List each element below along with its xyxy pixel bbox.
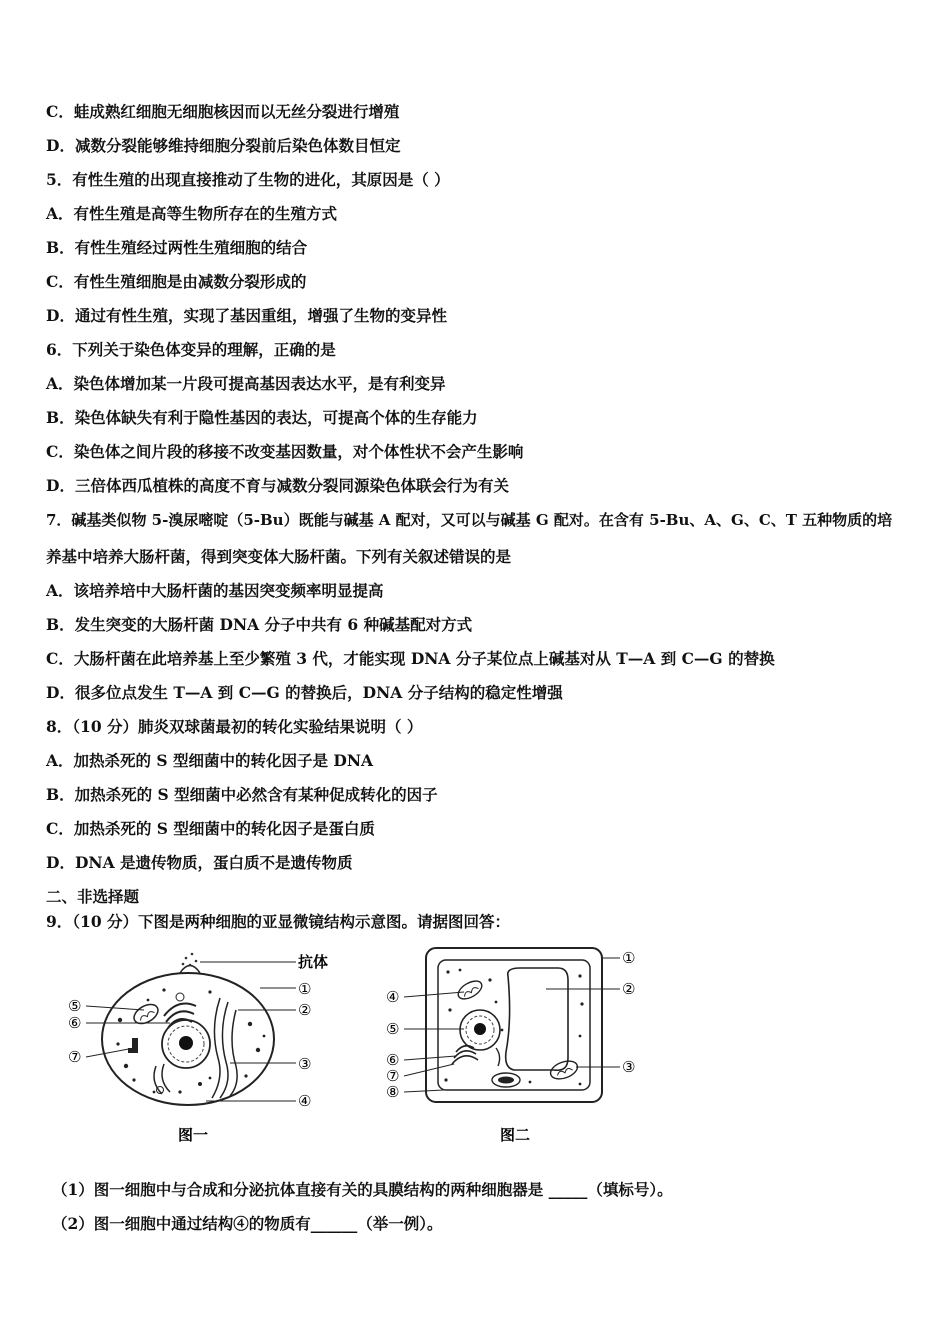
option-text: 三倍体西瓜植株的高度不育与减数分裂同源染色体联会行为有关 xyxy=(74,476,509,495)
option-text: 通过有性生殖，实现了基因重组，增强了生物的变异性 xyxy=(74,306,447,325)
option-label: C． xyxy=(46,649,74,668)
option-label: A． xyxy=(46,751,74,770)
secretion-vesicle xyxy=(180,966,200,974)
q8-option-c xyxy=(46,819,375,839)
q8-option-d xyxy=(46,853,353,873)
q5-option-a xyxy=(46,204,337,224)
option-text: 发生突变的大肠杆菌 DNA 分子中共有 6 种碱基配对方式 xyxy=(74,615,473,634)
fig2-mark-2: ② xyxy=(622,980,636,998)
option-label: C． xyxy=(46,819,74,838)
option-label: D． xyxy=(46,683,75,702)
option-label: C． xyxy=(46,272,74,291)
fig2-caption: 图二 xyxy=(500,1126,531,1144)
option-label: B． xyxy=(46,238,75,257)
option-text: 有性生殖细胞是由减数分裂形成的 xyxy=(73,272,307,291)
fig2-mark-8: ⑧ xyxy=(386,1083,400,1101)
q6-option-b xyxy=(46,408,478,428)
option-text: 该培养培中大肠杆菌的基因突变频率明显提高 xyxy=(73,581,384,600)
q5-option-b xyxy=(46,238,307,258)
cell-wall-2 xyxy=(426,948,602,1102)
fig1-caption: 图一 xyxy=(178,1126,209,1144)
q9-subquestion-1: （1）图一细胞中与合成和分泌抗体直接有关的具膜结构的两种细胞器是 _____（填标号）。 xyxy=(52,1180,673,1199)
q4-option-c xyxy=(46,102,399,122)
q7-option-a xyxy=(46,581,384,601)
q5-option-d xyxy=(46,306,447,326)
option-label: D． xyxy=(46,306,75,325)
figure-two xyxy=(386,948,635,1144)
option-text: 加热杀死的 S 型细菌中的转化因子是 DNA xyxy=(73,751,374,770)
option-label: B． xyxy=(46,785,75,804)
nucleolus-2 xyxy=(474,1023,486,1035)
fig2-mark-3: ③ xyxy=(622,1058,636,1076)
fig1-mark-3: ③ xyxy=(298,1055,312,1073)
q4-option-d xyxy=(46,136,400,156)
nucleolus-1 xyxy=(179,1036,193,1050)
mitochondrion-2 xyxy=(455,977,485,1002)
endoplasmic-reticulum-1 xyxy=(230,1010,237,1096)
fig1-mark-5: ⑤ xyxy=(68,997,82,1015)
q9-stem: 9．（10 分）下图是两种细胞的亚显微镜结构示意图。请据图回答： xyxy=(46,912,511,931)
q6-option-d xyxy=(46,476,509,496)
fig2-mark-4: ④ xyxy=(386,988,400,1006)
centriole-1 xyxy=(132,1038,138,1048)
fig1-mark-2: ② xyxy=(298,1001,312,1019)
q6-option-c xyxy=(46,442,523,462)
fig2-mark-1: ① xyxy=(622,949,636,967)
fig1-mark-7: ⑦ xyxy=(68,1048,82,1066)
option-text: 蛙成熟红细胞无细胞核因而以无丝分裂进行增殖 xyxy=(73,102,400,121)
q7-option-d xyxy=(46,683,563,703)
option-text: 有性生殖是高等生物所存在的生殖方式 xyxy=(73,204,338,223)
option-label: C． xyxy=(46,102,74,121)
q8-option-b xyxy=(46,785,438,805)
fig1-mark-4: ④ xyxy=(298,1092,312,1110)
q8-stem: 8．（10 分）肺炎双球菌最初的转化实验结果说明（ ） xyxy=(46,717,423,736)
q5-stem: 5．有性生殖的出现直接推动了生物的进化，其原因是（ ） xyxy=(46,170,450,189)
golgi-1 xyxy=(164,1004,196,1016)
q8-option-a xyxy=(46,751,373,771)
fig2-mark-6: ⑥ xyxy=(386,1051,400,1069)
q6-stem: 6．下列关于染色体变异的理解，正确的是 xyxy=(46,340,336,359)
figure-one xyxy=(68,953,328,1144)
antibody-label: 抗体 xyxy=(298,953,329,971)
option-text: 染色体之间片段的移接不改变基因数量，对个体性状不会产生影响 xyxy=(73,442,524,461)
option-text: 减数分裂能够维持细胞分裂前后染色体数目恒定 xyxy=(74,136,401,155)
option-label: A． xyxy=(46,374,74,393)
option-label: C． xyxy=(46,442,74,461)
option-text: 大肠杆菌在此培养基上至少繁殖 3 代，才能实现 DNA 分子某位点上碱基对从 T—A 到 C—G 的替换 xyxy=(73,649,775,668)
option-label: D． xyxy=(46,853,75,872)
q5-option-c xyxy=(46,272,306,292)
fig2-mark-5: ⑤ xyxy=(386,1020,400,1038)
option-label: B． xyxy=(46,408,75,427)
option-text: 很多位点发生 T—A 到 C—G 的替换后，DNA 分子结构的稳定性增强 xyxy=(74,683,563,702)
option-label: A． xyxy=(46,581,74,600)
option-label: B． xyxy=(46,615,75,634)
fig1-mark-6: ⑥ xyxy=(68,1014,82,1032)
option-text: 有性生殖经过两性生殖细胞的结合 xyxy=(74,238,308,257)
option-label: D． xyxy=(46,136,75,155)
option-text: 加热杀死的 S 型细菌中的转化因子是蛋白质 xyxy=(73,819,375,838)
option-text: 加热杀死的 S 型细菌中必然含有某种促成转化的因子 xyxy=(74,785,438,804)
option-text: 染色体增加某一片段可提高基因表达水平，是有利变异 xyxy=(73,374,446,393)
q7-option-b xyxy=(46,615,472,635)
q9-subquestion-2: （2）图一细胞中通过结构④的物质有______（举一例）。 xyxy=(52,1214,443,1233)
option-text: DNA 是遗传物质，蛋白质不是遗传物质 xyxy=(74,853,353,872)
q7-stem-line1: 7．碱基类似物 5-溴尿嘧啶（5-Bu）既能与碱基 A 配对，又可以与碱基 G 配对。在含有 5-Bu、A、G、C、T 五种物质的培 xyxy=(46,511,893,529)
q7-stem-line2: 养基中培养大肠杆菌，得到突变体大肠杆菌。下列有关叙述错误的是 xyxy=(46,547,512,566)
section-heading: 二、非选择题 xyxy=(46,887,140,906)
fig2-mark-7: ⑦ xyxy=(386,1067,400,1085)
q7-option-c xyxy=(46,649,775,669)
option-text: 染色体缺失有利于隐性基因的表达，可提高个体的生存能力 xyxy=(74,408,478,427)
option-label: D． xyxy=(46,476,75,495)
fig1-mark-1: ① xyxy=(298,980,312,998)
q6-option-a xyxy=(46,374,446,394)
option-label: A． xyxy=(46,204,74,223)
vacuole-2 xyxy=(506,968,568,1070)
cell-diagrams-figure xyxy=(60,940,660,1150)
